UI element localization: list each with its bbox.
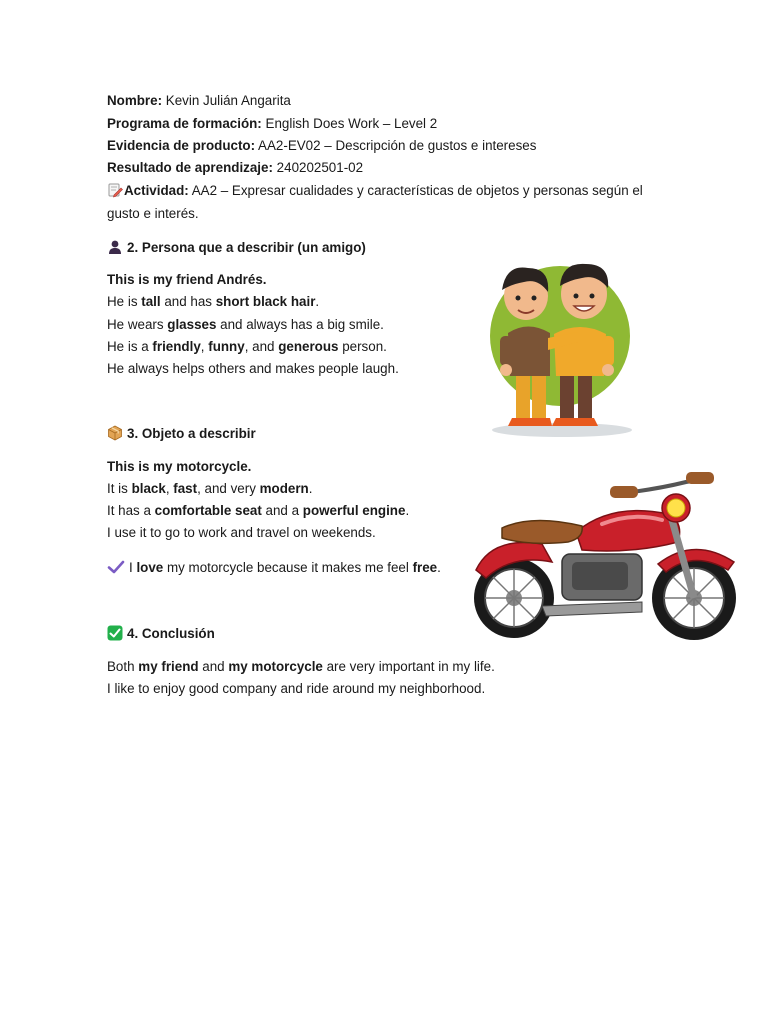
actividad-label: Actividad: (124, 183, 189, 198)
text-run: . (405, 503, 410, 518)
bold-run: generous (278, 339, 339, 354)
checkmark-icon (107, 559, 125, 580)
resultado-line (107, 159, 363, 177)
text-run: . (437, 560, 441, 575)
text-run: , and very (197, 481, 260, 496)
actividad-value-cont: gusto e interés. (107, 206, 199, 221)
programa-value: English Does Work – Level 2 (265, 116, 438, 131)
actividad-line (107, 182, 643, 203)
bold-run: comfortable seat (154, 503, 262, 518)
green-checkbox-icon (107, 625, 123, 646)
bold-run: my motorcycle (228, 659, 323, 674)
person-intro: This is my friend Andrés. (107, 272, 267, 287)
text-run: and (198, 659, 229, 674)
bold-run: short black hair (215, 294, 316, 309)
text-run: and always has a big smile. (216, 317, 384, 332)
evidencia-value: AA2-EV02 – Descripción de gustos e intereses (258, 138, 537, 153)
object-heading-text: 3. Objeto a describir (127, 426, 256, 441)
text-run: Both (107, 659, 139, 674)
object-line-5 (107, 559, 441, 580)
bold-run: free (412, 560, 438, 575)
text-run: He is a (107, 339, 153, 354)
object-line-4 (107, 524, 376, 542)
text-run: my motorcycle because it makes me feel (163, 560, 413, 575)
motorcycle-illustration (472, 466, 742, 651)
actividad-value: AA2 – Expresar cualidades y características de objetos y personas según el (191, 183, 643, 198)
text-run: person. (338, 339, 387, 354)
person-line-4 (107, 338, 387, 356)
text-run: He always helps others and makes people laugh. (107, 361, 399, 376)
text-run: I (129, 560, 137, 575)
programa-label: Programa de formación: (107, 116, 262, 131)
object-line-2 (107, 480, 312, 498)
text-run: and a (261, 503, 303, 518)
conclusion-line-2 (107, 680, 485, 698)
bold-run: fast (173, 481, 198, 496)
conclusion-heading-text: 4. Conclusión (127, 626, 215, 641)
person-heading-text: 2. Persona que a describir (un amigo) (127, 240, 366, 255)
text-run: He is (107, 294, 142, 309)
person-line-5 (107, 360, 399, 378)
bold-run: glasses (167, 317, 217, 332)
person-heading (107, 239, 366, 260)
bold-run: black (131, 481, 166, 496)
text-run: . (315, 294, 320, 309)
friends-illustration (488, 258, 636, 443)
text-run: , (165, 481, 174, 496)
text-run: I use it to go to work and travel on weekends. (107, 525, 376, 540)
text-run: He wears (107, 317, 168, 332)
bold-run: modern (259, 481, 309, 496)
person-line-2 (107, 293, 319, 311)
nombre-label: Nombre: (107, 93, 163, 108)
object-heading (107, 425, 256, 446)
conclusion-heading (107, 625, 215, 646)
person-line-1 (107, 271, 266, 289)
person-silhouette-icon (107, 239, 123, 260)
actividad-continuation (107, 205, 199, 223)
nombre-line (107, 92, 291, 110)
bold-run: funny (208, 339, 245, 354)
object-line-3 (107, 502, 409, 520)
evidencia-line (107, 137, 536, 155)
programa-line (107, 115, 437, 133)
resultado-label: Resultado de aprendizaje: (107, 160, 273, 175)
bold-run: tall (141, 294, 161, 309)
memo-pencil-icon (107, 182, 123, 203)
text-run: . (308, 481, 313, 496)
text-run: , and (244, 339, 279, 354)
text-run: and has (160, 294, 216, 309)
text-run: It has a (107, 503, 155, 518)
package-box-icon (107, 425, 123, 446)
text-run: I like to enjoy good company and ride around my neighborhood. (107, 681, 486, 696)
bold-run: love (136, 560, 164, 575)
nombre-value: Kevin Julián Angarita (165, 93, 291, 108)
object-intro: This is my motorcycle. (107, 459, 252, 474)
resultado-value: 240202501-02 (276, 160, 364, 175)
bold-run: powerful engine (302, 503, 406, 518)
text-run: are very important in my life. (322, 659, 495, 674)
evidencia-label: Evidencia de producto: (107, 138, 256, 153)
object-line-1 (107, 458, 251, 476)
bold-run: my friend (138, 659, 199, 674)
bold-run: friendly (152, 339, 201, 354)
text-run: It is (107, 481, 132, 496)
conclusion-line-1 (107, 658, 495, 676)
person-line-3 (107, 316, 384, 334)
text-run: , (200, 339, 209, 354)
